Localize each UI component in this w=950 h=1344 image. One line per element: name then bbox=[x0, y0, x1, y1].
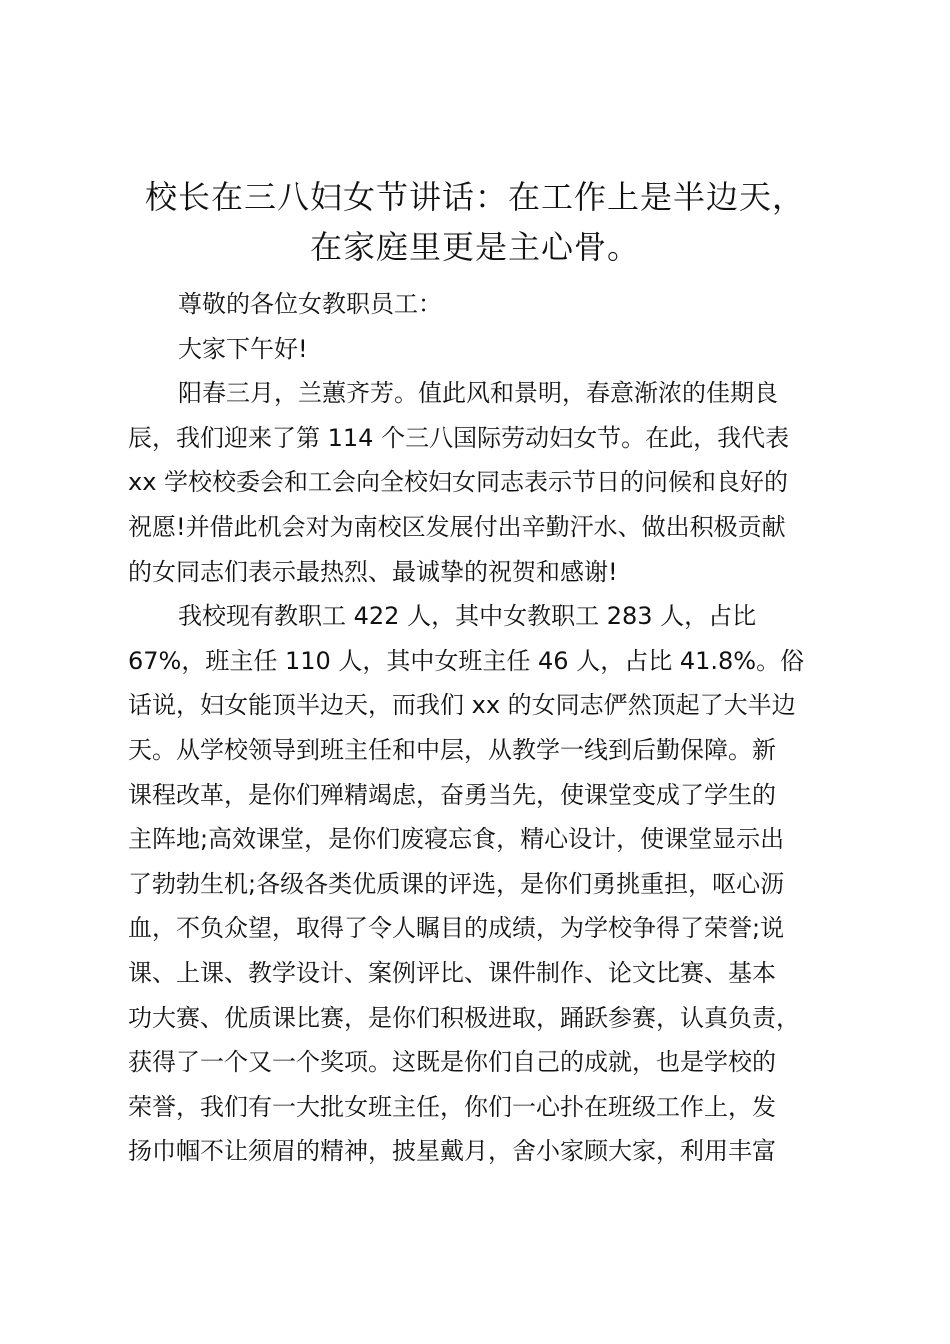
salutation: 尊敬的各位女教职员工： bbox=[178, 290, 442, 318]
paragraph-2-line-3: 话说，妇女能顶半边天，而我们 xx 的女同志俨然顶起了大半边 bbox=[128, 691, 796, 720]
paragraph-2-line-9: 课、上课、教学设计、案例评比、课件制作、论文比赛、基本 bbox=[128, 958, 776, 987]
document-body bbox=[128, 282, 856, 1174]
paragraph-2-line-11: 获得了一个又一个奖项。这既是你们自己的成就，也是学校的 bbox=[128, 1048, 776, 1077]
paragraph-2-line-12: 荣誉，我们有一大批女班主任，你们一心扑在班级工作上，发 bbox=[128, 1092, 776, 1121]
paragraph-2-line-6: 主阵地;高效课堂，是你们废寝忘食，精心设计，使课堂显示出 bbox=[128, 825, 785, 854]
paragraph-1-line-4: 祝愿!并借此机会对为南校区发展付出辛勤汗水、做出积极贡献 bbox=[128, 512, 786, 541]
paragraph-2-line-8: 血，不负众望，取得了令人瞩目的成绩，为学校争得了荣誉;说 bbox=[128, 914, 785, 943]
paragraph-2-line-4: 天。从学校领导到班主任和中层，从教学一线到后勤保障。新 bbox=[128, 735, 776, 764]
paragraph-1-line-3: xx 学校校委会和工会向全校妇女同志表示节日的问候和良好的 bbox=[128, 468, 789, 497]
title-line-2: 在家庭里更是主心骨。 bbox=[309, 228, 640, 266]
paragraph-2-line-10: 功大赛、优质课比赛，是你们积极进取，踊跃参赛，认真负责， bbox=[128, 1003, 800, 1032]
paragraph-2-line-2: 67%，班主任 110 人，其中女班主任 46 人，占比 41.8%。俗 bbox=[128, 646, 805, 675]
paragraph-2-line-1: 我校现有教职工 422 人，其中女教职工 283 人，占比 bbox=[178, 602, 757, 631]
title-line-1: 校长在三八妇女节讲话：在工作上是半边天， bbox=[144, 178, 805, 216]
greeting: 大家下午好! bbox=[178, 334, 308, 363]
paragraph-1-line-2: 辰，我们迎来了第 114 个三八国际劳动妇女节。在此，我代表 bbox=[128, 423, 790, 452]
paragraph-1-line-1: 阳春三月，兰蕙齐芳。值此风和景明，春意渐浓的佳期良 bbox=[178, 379, 778, 408]
paragraph-2-line-7: 了勃勃生机;各级各类优质课的评选，是你们勇挑重担，呕心沥 bbox=[128, 869, 785, 898]
document-title bbox=[100, 172, 850, 272]
paragraph-1-line-5: 的女同志们表示最热烈、最诚挚的祝贺和感谢! bbox=[128, 557, 618, 586]
paragraph-2-line-13: 扬巾帼不让须眉的精神，披星戴月，舍小家顾大家，利用丰富 bbox=[128, 1137, 776, 1166]
paragraph-2-line-5: 课程改革，是你们殚精竭虑，奋勇当先，使课堂变成了学生的 bbox=[128, 780, 776, 809]
